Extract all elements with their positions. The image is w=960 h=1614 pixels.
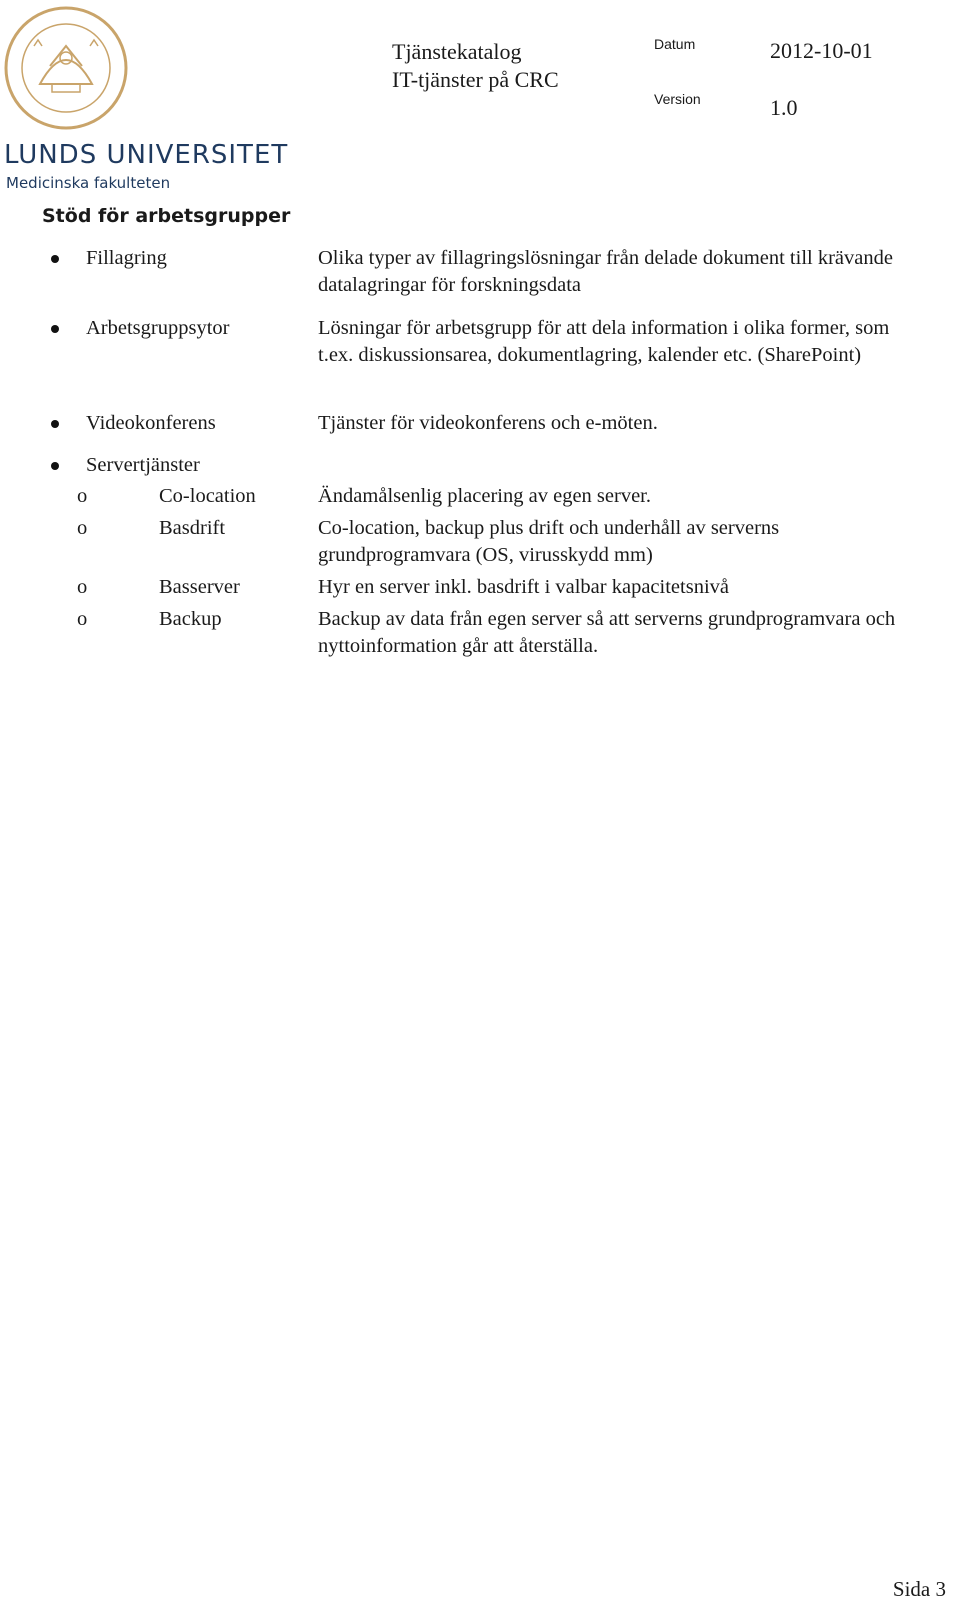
- service-term: Basserver: [159, 576, 240, 598]
- document-subtitle: IT-tjänster på CRC: [392, 67, 559, 92]
- version-value: 1.0: [770, 95, 798, 120]
- service-term: Basdrift: [159, 517, 226, 539]
- version-label: Version: [654, 91, 701, 107]
- section-heading: Stöd för arbetsgrupper: [42, 205, 291, 227]
- university-name: LUNDS UNIVERSITET: [4, 140, 289, 170]
- bullet-icon: [51, 325, 59, 333]
- service-term: Co-location: [159, 485, 256, 507]
- page-number: Sida 3: [892, 1577, 946, 1601]
- university-seal-logo: [4, 6, 128, 130]
- service-term: Backup: [159, 608, 222, 630]
- sub-bullet-marker: o: [77, 485, 88, 507]
- service-description: Tjänster för videokonferens och e-möten.: [318, 412, 658, 434]
- sub-bullet-marker: o: [77, 576, 88, 598]
- date-value: 2012-10-01: [770, 38, 873, 63]
- faculty-name: Medicinska fakulteten: [6, 174, 171, 192]
- service-term: Fillagring: [86, 247, 167, 269]
- bullet-icon: [51, 255, 59, 263]
- document-title: Tjänstekatalog: [392, 39, 522, 64]
- bullet-icon: [51, 420, 59, 428]
- bullet-icon: [51, 462, 59, 470]
- service-description: Backup av data från egen server så att serverns grundprogramvara och nyttoinformation går att återställa.: [318, 608, 896, 657]
- service-term: Arbetsgruppsytor: [86, 317, 230, 339]
- date-label: Datum: [654, 36, 696, 52]
- sub-bullet-marker: o: [77, 517, 88, 539]
- service-description: Co-location, backup plus drift och underhåll av serverns grundprogramvara (OS, virusskydd mm): [318, 517, 780, 566]
- service-term: Servertjänster: [86, 454, 200, 476]
- service-description: Ändamålsenlig placering av egen server.: [318, 485, 651, 507]
- sub-bullet-marker: o: [77, 608, 88, 630]
- service-description: Hyr en server inkl. basdrift i valbar kapacitetsnivå: [318, 576, 729, 598]
- service-term: Videokonferens: [86, 412, 216, 434]
- service-description: Lösningar för arbetsgrupp för att dela information i olika former, som t.ex. diskussionsarea, dokumentlagring, kalender etc. (SharePoint): [318, 317, 890, 366]
- service-description: Olika typer av fillagringslösningar från delade dokument till krävande datalagringar för forskningsdata: [318, 247, 893, 296]
